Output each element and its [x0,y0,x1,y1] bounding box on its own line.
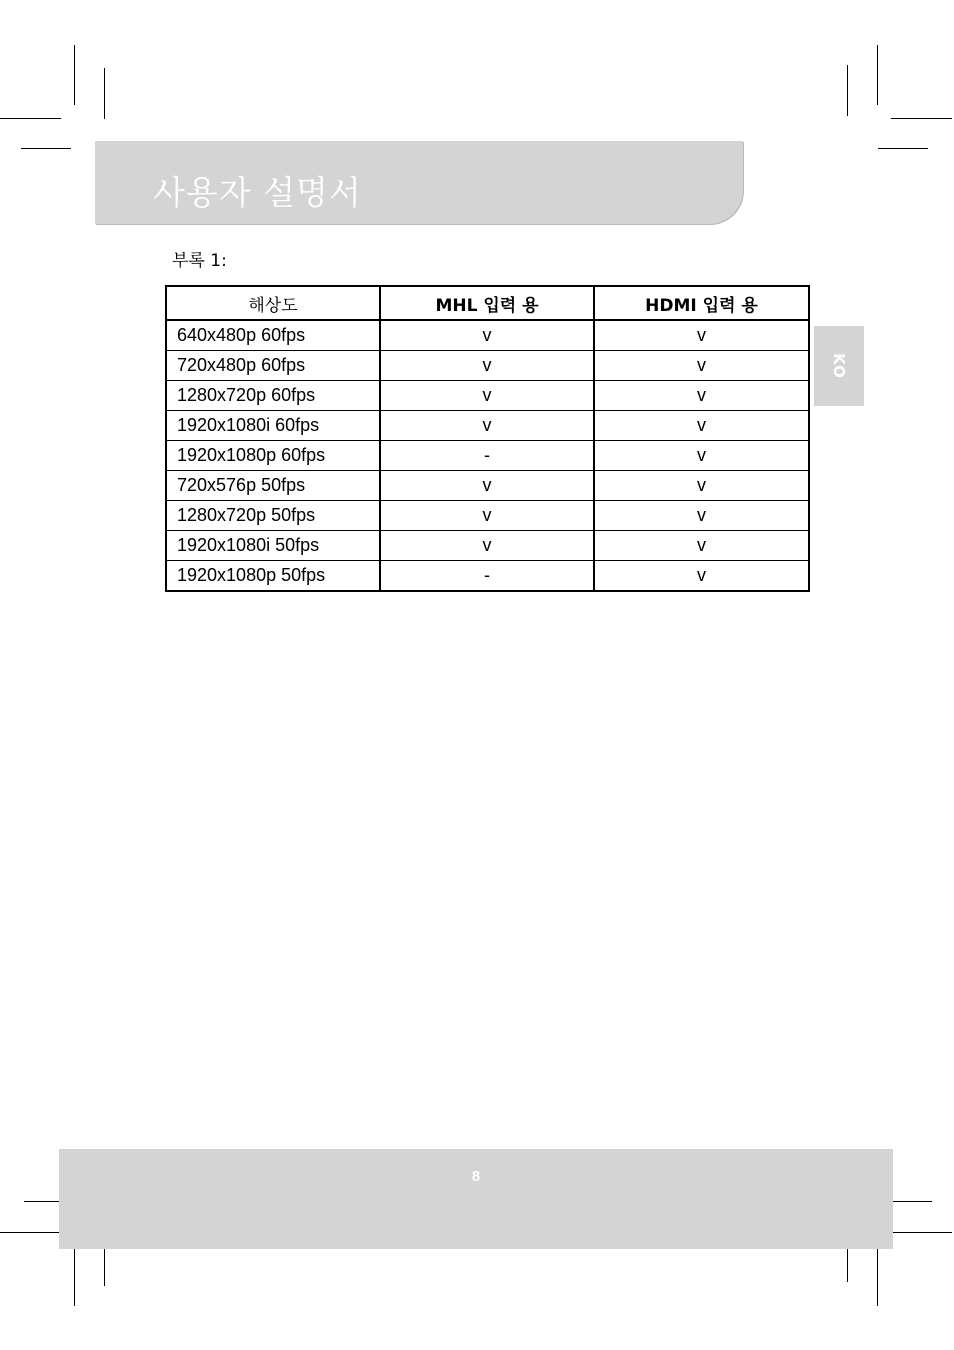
appendix-label: 부록 1: [172,251,227,271]
language-tab [814,326,864,406]
crop-mark [891,1232,952,1233]
table-row [166,381,809,411]
table-row [166,320,809,351]
mhl-support-cell: - [380,561,594,592]
resolution-cell: 1920x1080p 50fps [166,561,380,592]
header-banner [95,141,743,224]
hdmi-support-cell: v [594,320,809,351]
table-header-row [166,286,809,320]
crop-mark [104,68,105,119]
hdmi-support-cell: v [594,501,809,531]
mhl-support-cell: v [380,501,594,531]
crop-mark [74,45,75,105]
language-code: KO [830,353,848,379]
mhl-support-cell: v [380,381,594,411]
crop-mark [878,148,928,149]
mhl-support-cell: v [380,471,594,501]
hdmi-support-cell: v [594,561,809,592]
hdmi-support-cell: v [594,531,809,561]
crop-mark [0,1232,61,1233]
crop-mark [877,1246,878,1306]
footer-bar [59,1149,893,1249]
header-mhl-input: MHL 입력 용 [380,286,594,320]
header-resolution: 해상도 [166,286,380,320]
mhl-support-cell: v [380,320,594,351]
hdmi-support-cell: v [594,411,809,441]
header-hdmi-input: HDMI 입력 용 [594,286,809,320]
crop-mark [891,118,952,119]
crop-mark [847,65,848,116]
mhl-support-cell: v [380,411,594,441]
mhl-support-cell: v [380,351,594,381]
page-title: 사용자 설명서 [153,173,362,212]
table-row [166,441,809,471]
resolution-cell: 1280x720p 60fps [166,381,380,411]
crop-mark [21,148,71,149]
table-row [166,471,809,501]
mhl-support-cell: - [380,441,594,471]
hdmi-support-cell: v [594,381,809,411]
table-row [166,351,809,381]
resolution-cell: 1280x720p 50fps [166,501,380,531]
resolution-cell: 720x576p 50fps [166,471,380,501]
resolution-cell: 640x480p 60fps [166,320,380,351]
hdmi-support-cell: v [594,351,809,381]
resolution-table [165,285,810,592]
resolution-cell: 1920x1080i 50fps [166,531,380,561]
table-row [166,501,809,531]
table-row [166,411,809,441]
crop-mark [74,1246,75,1306]
resolution-cell: 1920x1080p 60fps [166,441,380,471]
crop-mark [877,45,878,105]
page-number: 8 [471,1168,481,1185]
hdmi-support-cell: v [594,441,809,471]
crop-mark [0,118,61,119]
resolution-cell: 720x480p 60fps [166,351,380,381]
mhl-support-cell: v [380,531,594,561]
hdmi-support-cell: v [594,471,809,501]
resolution-cell: 1920x1080i 60fps [166,411,380,441]
table-row [166,531,809,561]
table-row [166,561,809,592]
